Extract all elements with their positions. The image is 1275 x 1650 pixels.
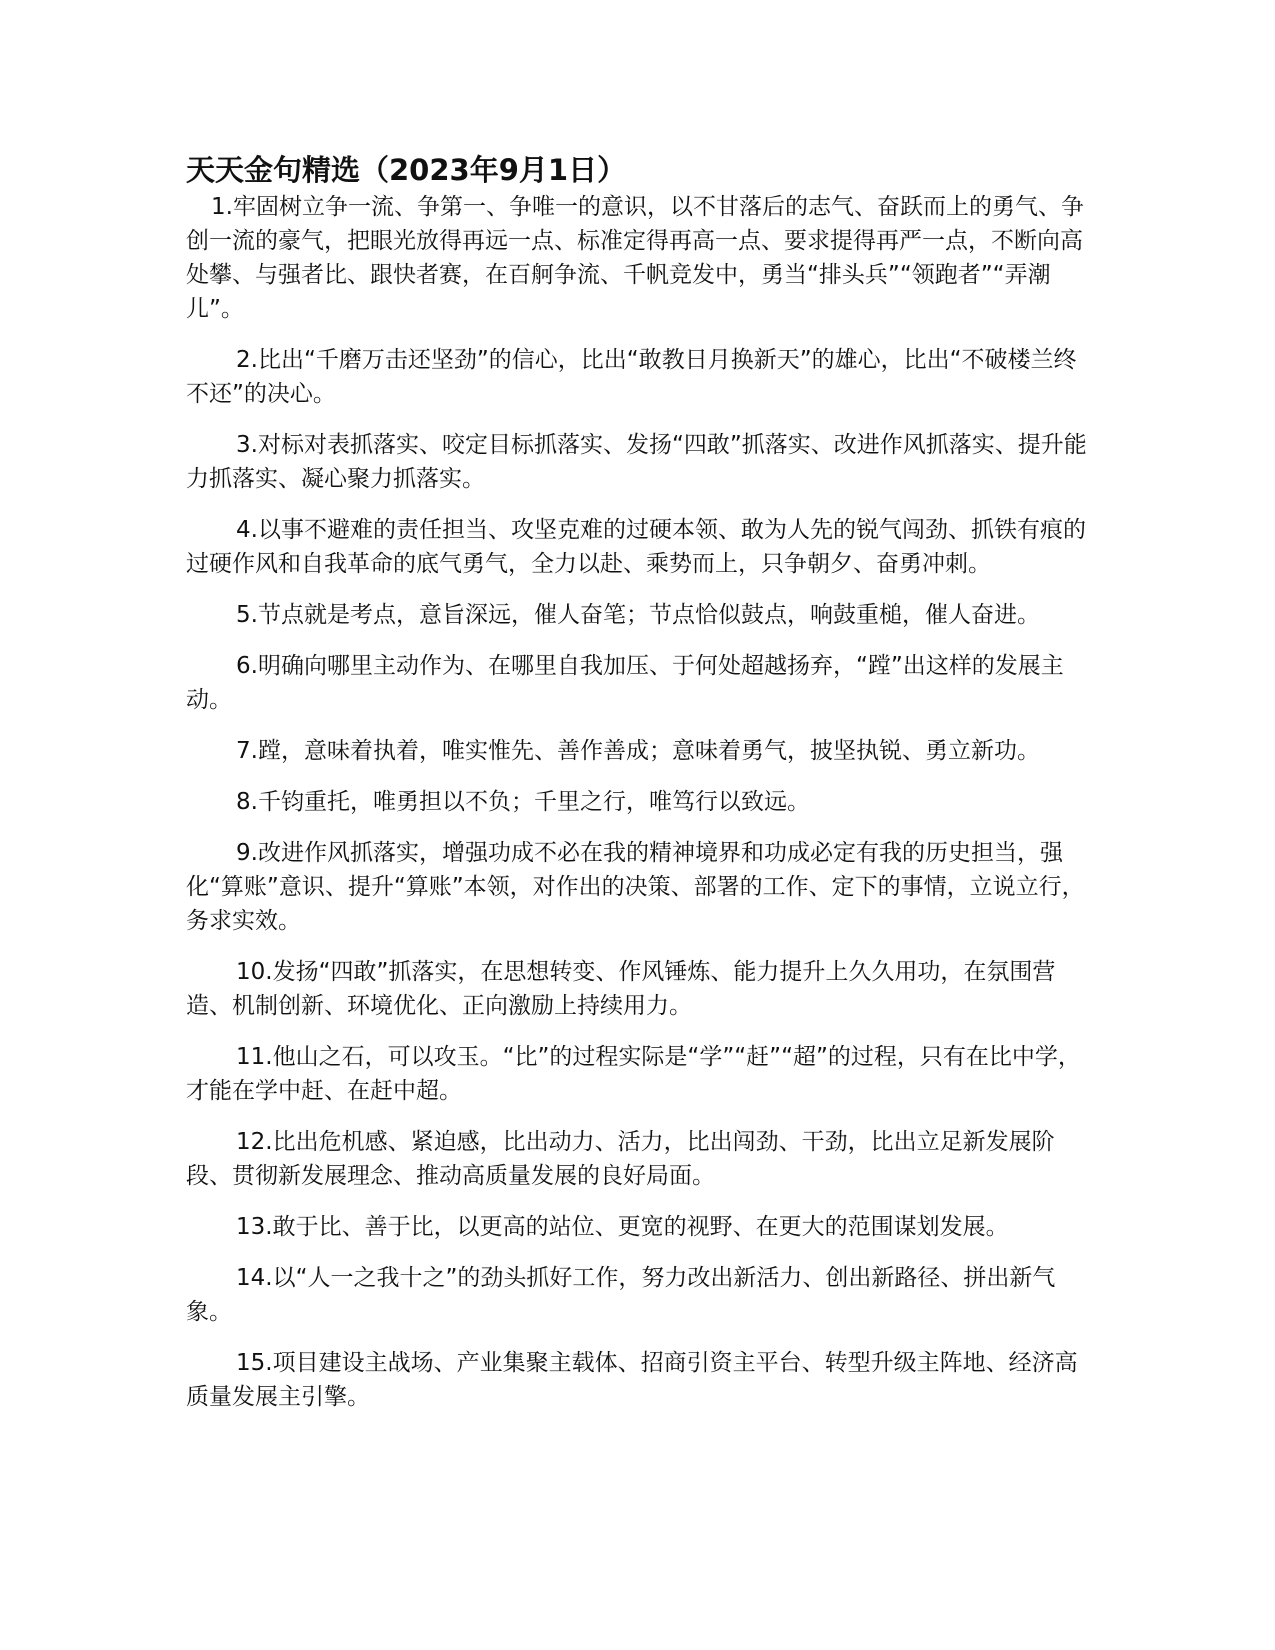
paragraph-1: 1.牢固树立争一流、争第一、争唯一的意识，以不甘落后的志气、奋跃而上的勇气、争创一流的豪气，把眼光放得再远一点、标准定得再高一点、要求提得再严一点，不断向高处攀、与强者比、跟快者赛，在百舸争流、千帆竞发中，勇当“排头兵”“领跑者”“弄潮儿”。 [186,194,1084,322]
paragraph-15: 15.项目建设主战场、产业集聚主载体、招商引资主平台、转型升级主阵地、经济高质量发展主引擎。 [186,1350,1078,1410]
paragraph-5: 5.节点就是考点，意旨深远，催人奋笔；节点恰似鼓点，响鼓重槌，催人奋进。 [236,602,1040,628]
paragraph-6: 6.明确向哪里主动作为、在哪里自我加压、于何处超越扬弃，“蹚”出这样的发展主动。 [186,653,1064,713]
paragraph-13: 13.敢于比、善于比，以更高的站位、更宽的视野、在更大的范围谋划发展。 [236,1214,1009,1240]
paragraph-10: 10.发扬“四敢”抓落实，在思想转变、作风锤炼、能力提升上久久用功，在氛围营造、机制创新、环境优化、正向激励上持续用力。 [186,959,1056,1019]
paragraph-11: 11.他山之石，可以攻玉。“比”的过程实际是“学”“赶”“超”的过程，只有在比中学，才能在学中赶、在赶中超。 [186,1044,1081,1104]
paragraph-3: 3.对标对表抓落实、咬定目标抓落实、发扬“四敢”抓落实、改进作风抓落实、提升能力抓落实、凝心聚力抓落实。 [186,432,1087,492]
paragraph-2: 2.比出“千磨万击还坚劲”的信心，比出“敢教日月换新天”的雄心，比出“不破楼兰终不还”的决心。 [186,347,1077,407]
paragraph-7: 7.蹚，意味着执着，唯实惟先、善作善成；意味着勇气，披坚执锐、勇立新功。 [236,738,1040,764]
page-title: 天天金句精选（2023年9月1日） [186,153,627,187]
paragraph-12: 12.比出危机感、紧迫感，比出动力、活力，比出闯劲、干劲，比出立足新发展阶段、贯彻新发展理念、推动高质量发展的良好局面。 [186,1129,1055,1189]
paragraph-8: 8.千钧重托，唯勇担以不负；千里之行，唯笃行以致远。 [236,789,810,815]
paragraph-9: 9.改进作风抓落实，增强功成不必在我的精神境界和功成必定有我的历史担当，强化“算账”意识、提升“算账”本领，对作出的决策、部署的工作、定下的事情，立说立行，务求实效。 [186,840,1085,934]
document-body [186,150,1091,1431]
paragraph-14: 14.以“人一之我十之”的劲头抓好工作，努力改出新活力、创出新路径、拼出新气象。 [186,1265,1056,1325]
paragraph-4: 4.以事不避难的责任担当、攻坚克难的过硬本领、敢为人先的锐气闯劲、抓铁有痕的过硬作风和自我革命的底气勇气，全力以赴、乘势而上，只争朝夕、奋勇冲刺。 [186,517,1086,577]
